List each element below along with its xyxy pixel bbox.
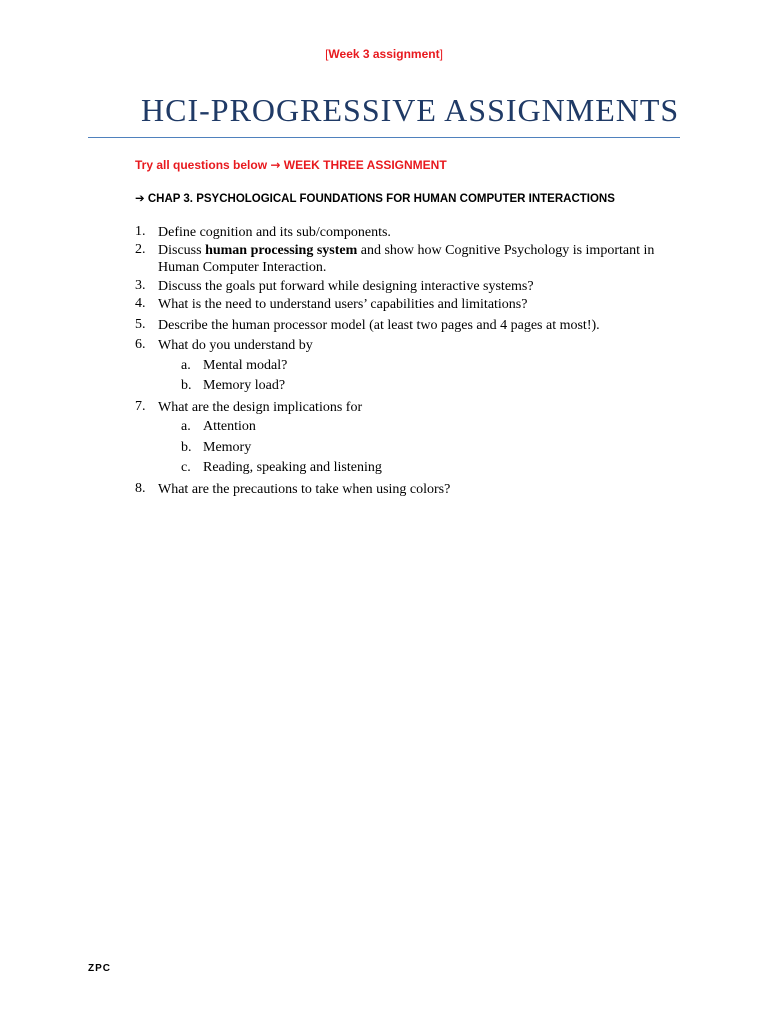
question-text-pre: Discuss (158, 243, 206, 258)
question-number: 7. (135, 399, 146, 414)
instruction-text: Try all questions below (135, 158, 268, 172)
question-text: Define cognition and its sub/components. (158, 225, 391, 240)
question-text: What are the precautions to take when using colors? (158, 482, 451, 497)
footer-initials: ZPC (88, 963, 111, 974)
assignment-label: WEEK THREE ASSIGNMENT (283, 158, 447, 172)
bracket-open: [ (325, 47, 329, 61)
chapter-title: CHAP 3. PSYCHOLOGICAL FOUNDATIONS FOR HUMAN COMPUTER INTERACTIONS (147, 193, 615, 205)
sub-question-letter: b. (181, 378, 192, 393)
question-text: What are the design implications for (158, 400, 363, 415)
question-text-bold: human processing system (205, 243, 358, 258)
sub-question-text: Mental modal? (203, 358, 288, 373)
week-tag (0, 47, 768, 61)
sub-question-text: Memory (203, 440, 252, 455)
page-title: HCI-PROGRESSIVE ASSIGNMENTS (141, 92, 680, 128)
question-text (158, 242, 686, 276)
right-arrow-icon: → (270, 158, 281, 172)
sub-question-text: Reading, speaking and listening (203, 460, 382, 475)
week-tag-label: Week 3 assignment (328, 47, 440, 61)
question-number: 1. (135, 224, 146, 239)
question-number: 5. (135, 317, 146, 332)
sub-question-letter: a. (181, 419, 191, 434)
question-text-post: and show how Cognitive Psychology is important in Human Computer Interaction. (158, 243, 655, 275)
chapter-heading (135, 191, 615, 205)
question-number: 3. (135, 278, 146, 293)
question-number: 4. (135, 296, 146, 311)
question-text: What is the need to understand users’ capabilities and limitations? (158, 297, 528, 312)
question-number: 8. (135, 481, 146, 496)
question-number: 6. (135, 337, 146, 352)
sub-question-text: Attention (203, 419, 256, 434)
title-underline (88, 137, 680, 138)
bold-arrow-icon: ➔ (135, 191, 145, 205)
instruction-line (135, 158, 447, 172)
bracket-close: ] (439, 47, 443, 61)
sub-question-letter: c. (181, 460, 191, 475)
sub-question-letter: a. (181, 358, 191, 373)
question-text: What do you understand by (158, 338, 313, 353)
question-text: Discuss the goals put forward while designing interactive systems? (158, 279, 534, 294)
question-text: Describe the human processor model (at least two pages and 4 pages at most!). (158, 318, 600, 333)
sub-question-letter: b. (181, 440, 192, 455)
question-number: 2. (135, 242, 146, 257)
sub-question-text: Memory load? (203, 378, 286, 393)
